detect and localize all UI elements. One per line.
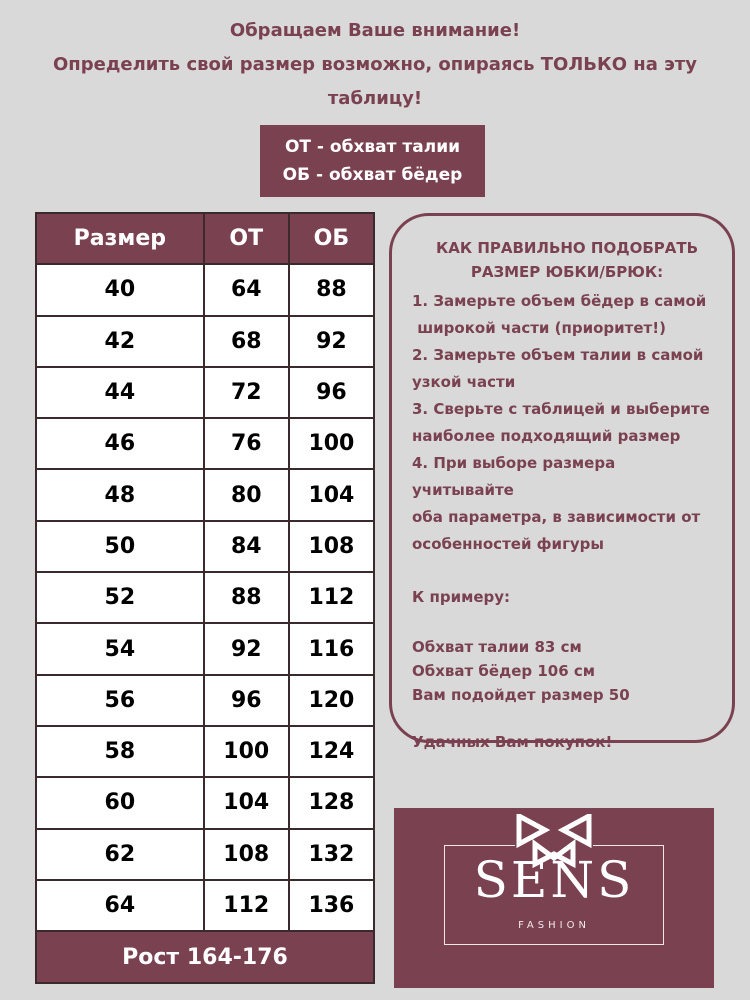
table-row xyxy=(36,572,374,623)
table-row xyxy=(36,829,374,880)
cell-waist: 88 xyxy=(204,572,289,623)
guide-steps xyxy=(412,288,722,558)
example-lines xyxy=(412,635,722,707)
table-row xyxy=(36,623,374,674)
cell-hips: 132 xyxy=(289,829,374,880)
cell-size: 64 xyxy=(36,880,204,931)
cell-waist: 84 xyxy=(204,521,289,572)
cell-waist: 96 xyxy=(204,675,289,726)
notice xyxy=(0,14,750,116)
guide-step-line: наиболее подходящий размер xyxy=(412,427,681,445)
header-waist: ОТ xyxy=(204,213,289,264)
cell-waist: 108 xyxy=(204,829,289,880)
cell-size: 54 xyxy=(36,623,204,674)
cell-size: 40 xyxy=(36,264,204,315)
cell-hips: 116 xyxy=(289,623,374,674)
guide-step-line: 2. Замерьте объем талии в самой xyxy=(412,346,704,364)
guide-step-line: узкой части xyxy=(412,373,516,391)
cell-waist: 64 xyxy=(204,264,289,315)
cell-hips: 128 xyxy=(289,777,374,828)
table-footer-row xyxy=(36,931,374,983)
cell-size: 44 xyxy=(36,367,204,418)
table-row xyxy=(36,418,374,469)
cell-waist: 68 xyxy=(204,316,289,367)
table-header-row xyxy=(36,213,374,264)
size-table xyxy=(35,212,375,984)
table-row xyxy=(36,880,374,931)
table-row xyxy=(36,316,374,367)
header-size: Размер xyxy=(36,213,204,264)
guide-step-line: 4. При выборе размера учитывайте xyxy=(412,454,616,499)
example-line: Вам подойдет размер 50 xyxy=(412,686,630,704)
cell-hips: 112 xyxy=(289,572,374,623)
cell-hips: 124 xyxy=(289,726,374,777)
table-row xyxy=(36,521,374,572)
guide-step-line: 3. Сверьте с таблицей и выберите xyxy=(412,400,710,418)
legend-hips: ОБ - обхват бёдер xyxy=(282,165,463,185)
cell-waist: 112 xyxy=(204,880,289,931)
guide-step-line: особенностей фигуры xyxy=(412,535,604,553)
brand-logo xyxy=(394,808,714,988)
cell-size: 56 xyxy=(36,675,204,726)
cell-hips: 120 xyxy=(289,675,374,726)
height-range: Рост 164-176 xyxy=(36,931,374,983)
cell-waist: 80 xyxy=(204,469,289,520)
legend-waist: ОТ - обхват талии xyxy=(284,137,461,157)
guide-step-line: оба параметра, в зависимости от xyxy=(412,508,701,526)
guide-title-line-1: КАК ПРАВИЛЬНО ПОДОБРАТЬ xyxy=(435,239,699,257)
guide-title-line-2: РАЗМЕР ЮБКИ/БРЮК: xyxy=(470,263,664,281)
cell-hips: 104 xyxy=(289,469,374,520)
cell-size: 62 xyxy=(36,829,204,880)
example-label: К примеру: xyxy=(412,588,511,606)
guide-title xyxy=(412,236,722,284)
guide-step-line: широкой части (приоритет!) xyxy=(412,319,666,337)
table-row xyxy=(36,367,374,418)
closing-wish: Удачных Вам покупок! xyxy=(412,733,613,751)
table-row xyxy=(36,264,374,315)
guide-step-line: 1. Замерьте объем бёдер в самой xyxy=(412,292,707,310)
cell-size: 42 xyxy=(36,316,204,367)
cell-size: 52 xyxy=(36,572,204,623)
cell-waist: 100 xyxy=(204,726,289,777)
brand-name: SENS xyxy=(473,851,635,909)
brand-subtitle: FASHION xyxy=(518,920,590,931)
table-row xyxy=(36,469,374,520)
abbreviation-legend xyxy=(260,125,485,197)
table-row xyxy=(36,675,374,726)
cell-hips: 108 xyxy=(289,521,374,572)
cell-size: 46 xyxy=(36,418,204,469)
cell-hips: 96 xyxy=(289,367,374,418)
table-row xyxy=(36,726,374,777)
cell-waist: 92 xyxy=(204,623,289,674)
cell-hips: 88 xyxy=(289,264,374,315)
sizing-guide xyxy=(389,213,735,751)
cell-hips: 136 xyxy=(289,880,374,931)
notice-line-1: Обращаем Ваше внимание! xyxy=(229,20,521,41)
cell-waist: 104 xyxy=(204,777,289,828)
header-hips: ОБ xyxy=(289,213,374,264)
cell-hips: 100 xyxy=(289,418,374,469)
table-row xyxy=(36,777,374,828)
cell-waist: 72 xyxy=(204,367,289,418)
example-line: Обхват талии 83 см xyxy=(412,638,582,656)
cell-size: 50 xyxy=(36,521,204,572)
notice-line-2: Определить свой размер возможно, опираясь ТОЛЬКО на эту xyxy=(53,54,697,75)
cell-size: 58 xyxy=(36,726,204,777)
notice-line-3: таблицу! xyxy=(327,88,423,109)
cell-hips: 92 xyxy=(289,316,374,367)
cell-size: 60 xyxy=(36,777,204,828)
example-line: Обхват бёдер 106 см xyxy=(412,662,596,680)
cell-waist: 76 xyxy=(204,418,289,469)
cell-size: 48 xyxy=(36,469,204,520)
